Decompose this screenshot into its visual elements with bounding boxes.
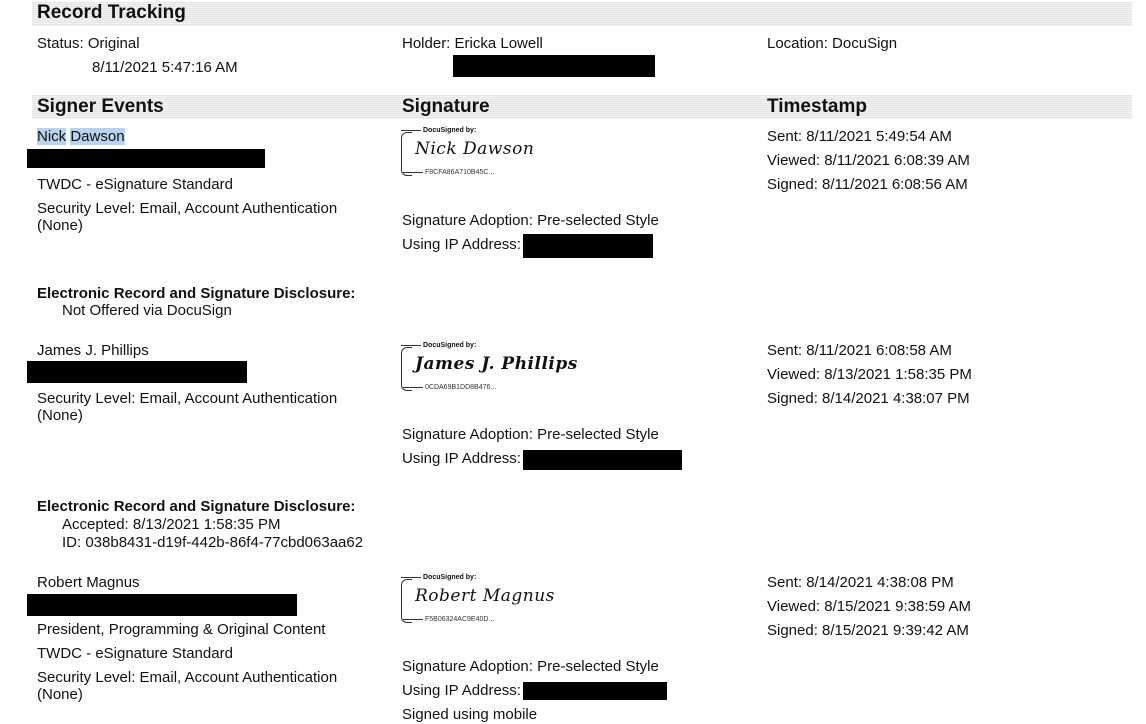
signer-2-security-note: (None) xyxy=(37,407,83,424)
column-signature: Signature xyxy=(402,96,490,117)
signer-1-sig-header: DocuSigned by: xyxy=(401,127,476,134)
signer-1-security: Security Level: Email, Account Authentication xyxy=(37,200,338,217)
signer-3-sent: Sent: 8/14/2021 4:38:08 PM xyxy=(767,574,954,591)
signer-1-viewed: Viewed: 8/11/2021 6:08:39 AM xyxy=(767,152,970,169)
signer-3-security: Security Level: Email, Account Authentication xyxy=(37,669,338,686)
signer-1-ip-label: Using IP Address: xyxy=(402,236,521,253)
signer-2-signed: Signed: 8/14/2021 4:38:07 PM xyxy=(767,390,970,407)
redacted-signer-1-ip xyxy=(523,234,653,258)
signer-1-sent: Sent: 8/11/2021 5:49:54 AM xyxy=(767,128,952,145)
record-location: Location: DocuSign xyxy=(767,35,898,52)
signer-3-sig-header: DocuSigned by: xyxy=(401,574,476,581)
signer-1-adoption: Signature Adoption: Pre-selected Style xyxy=(402,212,659,229)
record-holder: Holder: Ericka Lowell xyxy=(402,35,543,52)
signer-3-viewed: Viewed: 8/15/2021 9:38:59 AM xyxy=(767,598,972,615)
redacted-signer-2-ip xyxy=(523,450,682,470)
signer-2-signature-image: James J. Phillips xyxy=(415,354,578,374)
signer-2-security: Security Level: Email, Account Authentication xyxy=(37,390,338,407)
redacted-signer-3-ip xyxy=(523,682,667,700)
redacted-signer-1-email xyxy=(27,149,265,168)
signer-2-sig-id: 0CDA69B1DD8B476... xyxy=(403,384,496,391)
signer-1-disclosure-status: Not Offered via DocuSign xyxy=(62,302,232,319)
signer-1-last-name: Dawson xyxy=(70,128,125,145)
signer-1-security-note: (None) xyxy=(37,217,83,234)
signer-2-disclosure-title: Electronic Record and Signature Disclosure: xyxy=(37,498,356,515)
signer-1-name xyxy=(37,128,125,146)
record-status: Status: Original xyxy=(37,35,140,52)
signer-1-signature-stamp xyxy=(401,127,541,183)
signer-2-viewed: Viewed: 8/13/2021 1:58:35 PM xyxy=(767,366,972,383)
signer-2-signature-stamp xyxy=(401,342,578,398)
signer-2-sig-header: DocuSigned by: xyxy=(401,342,476,349)
signer-1-signature-image: Nick Dawson xyxy=(415,139,535,159)
record-tracking-title: Record Tracking xyxy=(37,2,186,23)
signer-2-name: James J. Phillips xyxy=(37,342,149,359)
signer-3-adoption: Signature Adoption: Pre-selected Style xyxy=(402,658,659,675)
redacted-signer-3-email xyxy=(27,594,297,616)
signer-1-company: TWDC - eSignature Standard xyxy=(37,176,233,193)
column-signer-events: Signer Events xyxy=(37,96,164,117)
signer-3-mobile-note: Signed using mobile xyxy=(402,706,538,723)
record-tracking-header-bar xyxy=(32,2,1132,26)
signer-3-signed: Signed: 8/15/2021 9:39:42 AM xyxy=(767,622,969,639)
signer-3-sig-id: F5B06324AC9E40D... xyxy=(403,616,494,623)
signer-2-sent: Sent: 8/11/2021 6:08:58 AM xyxy=(767,342,952,359)
signer-1-signed: Signed: 8/11/2021 6:08:56 AM xyxy=(767,176,968,193)
redacted-holder-email xyxy=(453,55,655,77)
signer-3-security-note: (None) xyxy=(37,686,83,703)
signer-2-adoption: Signature Adoption: Pre-selected Style xyxy=(402,426,659,443)
signer-3-name: Robert Magnus xyxy=(37,574,140,591)
signer-3-ip-label: Using IP Address: xyxy=(402,682,521,699)
signer-2-ip-label: Using IP Address: xyxy=(402,450,521,467)
signer-3-company: TWDC - eSignature Standard xyxy=(37,645,233,662)
signer-1-sig-id: F8CFA86A710B45C... xyxy=(403,169,494,176)
signer-3-title: President, Programming & Original Content xyxy=(37,621,326,638)
signer-2-disclosure-id: ID: 038b8431-d19f-442b-86f4-77cbd063aa62 xyxy=(62,534,364,551)
record-status-date: 8/11/2021 5:47:16 AM xyxy=(92,59,238,76)
signer-1-first-name: Nick xyxy=(37,128,67,145)
column-timestamp: Timestamp xyxy=(767,96,867,117)
signer-1-disclosure-title: Electronic Record and Signature Disclosure: xyxy=(37,285,356,302)
signer-events-header-bar xyxy=(32,95,1132,119)
redacted-signer-2-email xyxy=(27,361,247,383)
signer-3-signature-image: Robert Magnus xyxy=(415,586,555,606)
signer-3-signature-stamp xyxy=(401,574,555,630)
signer-2-disclosure-accepted: Accepted: 8/13/2021 1:58:35 PM xyxy=(62,516,281,533)
